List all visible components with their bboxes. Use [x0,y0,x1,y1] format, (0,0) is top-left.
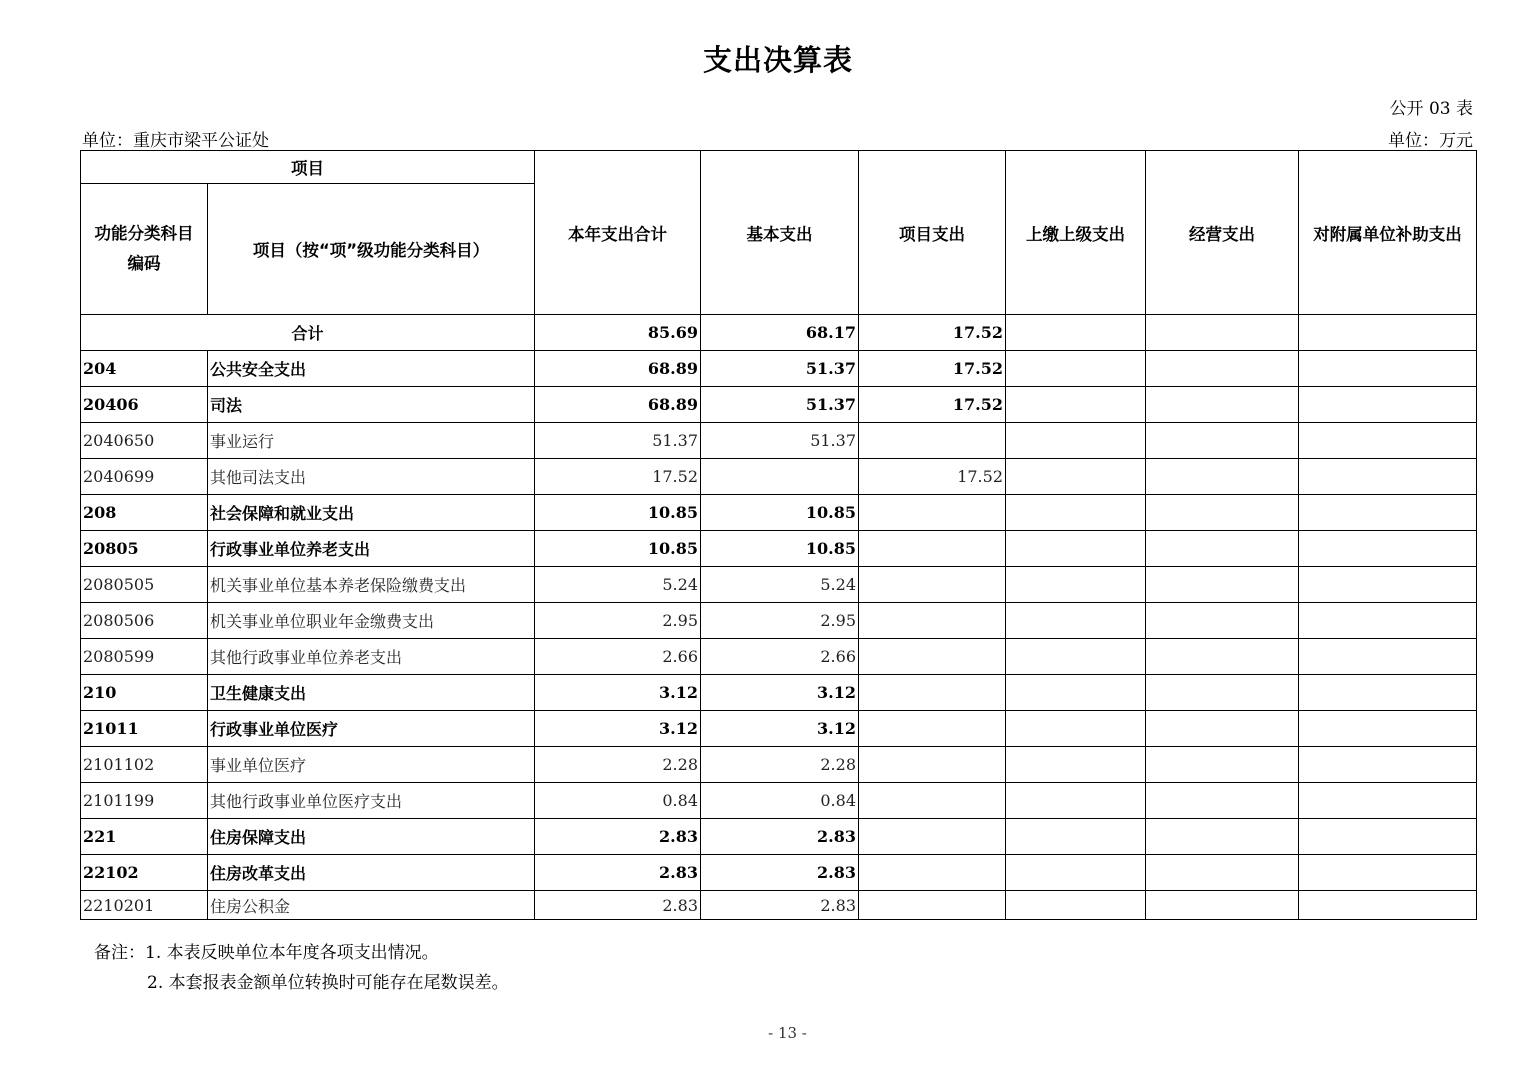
table-row [81,567,1477,603]
total-total: 85.69 [535,315,701,351]
row-project [859,639,1006,675]
row-basic: 0.84 [701,783,859,819]
row-name: 住房公积金 [208,891,535,920]
row-name: 司法 [208,387,535,423]
header-subsidy: 对附属单位补助支出 [1299,151,1477,315]
row-code: 2101102 [81,747,208,783]
row-subsidy [1299,783,1477,819]
total-subsidy [1299,315,1477,351]
row-basic: 2.95 [701,603,859,639]
row-subsidy [1299,603,1477,639]
table-row [81,711,1477,747]
row-total: 68.89 [535,387,701,423]
row-code: 21011 [81,711,208,747]
row-upper [1006,711,1146,747]
total-business [1146,315,1299,351]
row-upper [1006,459,1146,495]
row-project [859,603,1006,639]
row-name: 事业运行 [208,423,535,459]
row-business [1146,891,1299,920]
header-code: 功能分类科目 编码 [81,184,208,315]
row-business [1146,711,1299,747]
row-basic [701,459,859,495]
row-project [859,567,1006,603]
expenditure-table [80,150,1477,920]
table-row [81,387,1477,423]
page-title: 支出决算表 [702,43,853,77]
table-row [81,675,1477,711]
table-row [81,531,1477,567]
row-name: 行政事业单位医疗 [208,711,535,747]
row-subsidy [1299,639,1477,675]
row-name: 行政事业单位养老支出 [208,531,535,567]
row-business [1146,783,1299,819]
header-name: 项目（按“项”级功能分类科目） [208,184,535,315]
row-basic: 10.85 [701,531,859,567]
row-upper [1006,747,1146,783]
row-basic: 2.66 [701,639,859,675]
row-subsidy [1299,495,1477,531]
row-upper [1006,819,1146,855]
row-total: 2.95 [535,603,701,639]
table-body [81,315,1477,920]
row-project [859,423,1006,459]
header-basic: 基本支出 [701,151,859,315]
row-code: 208 [81,495,208,531]
row-total: 5.24 [535,567,701,603]
row-business [1146,387,1299,423]
total-upper [1006,315,1146,351]
row-total: 17.52 [535,459,701,495]
row-name: 其他司法支出 [208,459,535,495]
row-project [859,495,1006,531]
row-subsidy [1299,819,1477,855]
row-project: 17.52 [859,387,1006,423]
row-project [859,891,1006,920]
row-basic: 51.37 [701,351,859,387]
row-basic: 3.12 [701,711,859,747]
row-total: 0.84 [535,783,701,819]
row-code: 20406 [81,387,208,423]
table-header [81,151,1477,315]
total-project: 17.52 [859,315,1006,351]
row-business [1146,747,1299,783]
row-name: 公共安全支出 [208,351,535,387]
row-business [1146,855,1299,891]
row-business [1146,603,1299,639]
row-code: 204 [81,351,208,387]
row-business [1146,459,1299,495]
page-number: - 13 - [768,1024,807,1042]
row-code: 210 [81,675,208,711]
row-total: 2.83 [535,891,701,920]
row-upper [1006,855,1146,891]
row-business [1146,351,1299,387]
row-total: 10.85 [535,495,701,531]
row-total: 68.89 [535,351,701,387]
row-subsidy [1299,351,1477,387]
form-number: 公开 03 表 [1389,99,1473,119]
row-basic: 2.83 [701,891,859,920]
row-code: 2210201 [81,891,208,920]
row-subsidy [1299,675,1477,711]
total-row [81,315,1477,351]
row-subsidy [1299,711,1477,747]
row-upper [1006,783,1146,819]
row-name: 其他行政事业单位养老支出 [208,639,535,675]
row-subsidy [1299,567,1477,603]
row-project [859,531,1006,567]
row-project: 17.52 [859,459,1006,495]
row-basic: 5.24 [701,567,859,603]
row-basic: 10.85 [701,495,859,531]
row-basic: 2.28 [701,747,859,783]
row-name: 社会保障和就业支出 [208,495,535,531]
row-business [1146,639,1299,675]
row-total: 10.85 [535,531,701,567]
row-total: 3.12 [535,675,701,711]
row-project [859,675,1006,711]
header-business: 经营支出 [1146,151,1299,315]
row-upper [1006,567,1146,603]
row-business [1146,423,1299,459]
table-row [81,855,1477,891]
row-basic: 3.12 [701,675,859,711]
row-subsidy [1299,423,1477,459]
row-code: 20805 [81,531,208,567]
row-subsidy [1299,891,1477,920]
header-item: 项目 [81,151,535,184]
note-2: 2. 本套报表金额单位转换时可能存在尾数误差。 [147,973,509,993]
unit-currency: 单位：万元 [1388,131,1473,151]
row-total: 51.37 [535,423,701,459]
row-project [859,855,1006,891]
row-name: 其他行政事业单位医疗支出 [208,783,535,819]
table-row [81,891,1477,920]
table-row [81,783,1477,819]
table-row [81,819,1477,855]
row-total: 2.66 [535,639,701,675]
row-name: 住房改革支出 [208,855,535,891]
row-subsidy [1299,747,1477,783]
row-subsidy [1299,387,1477,423]
row-project [859,819,1006,855]
row-code: 2080599 [81,639,208,675]
notes [94,938,509,998]
row-upper [1006,675,1146,711]
header-project: 项目支出 [859,151,1006,315]
row-upper [1006,423,1146,459]
row-business [1146,567,1299,603]
row-subsidy [1299,531,1477,567]
row-name: 事业单位医疗 [208,747,535,783]
row-upper [1006,603,1146,639]
unit-organization: 单位：重庆市梁平公证处 [82,131,269,151]
row-project [859,711,1006,747]
row-name: 机关事业单位基本养老保险缴费支出 [208,567,535,603]
row-project [859,783,1006,819]
row-upper [1006,351,1146,387]
row-business [1146,531,1299,567]
table-row [81,639,1477,675]
table-row [81,495,1477,531]
table-row [81,747,1477,783]
row-code: 2040699 [81,459,208,495]
total-basic: 68.17 [701,315,859,351]
row-upper [1006,639,1146,675]
row-upper [1006,495,1146,531]
row-total: 3.12 [535,711,701,747]
row-name: 住房保障支出 [208,819,535,855]
row-code: 2101199 [81,783,208,819]
row-code: 2080505 [81,567,208,603]
table-row [81,423,1477,459]
row-basic: 2.83 [701,819,859,855]
row-name: 机关事业单位职业年金缴费支出 [208,603,535,639]
row-upper [1006,891,1146,920]
row-project [859,747,1006,783]
row-total: 2.83 [535,819,701,855]
row-business [1146,675,1299,711]
row-total: 2.28 [535,747,701,783]
row-subsidy [1299,855,1477,891]
row-code: 2080506 [81,603,208,639]
row-subsidy [1299,459,1477,495]
table-row [81,351,1477,387]
row-project: 17.52 [859,351,1006,387]
row-business [1146,495,1299,531]
row-name: 卫生健康支出 [208,675,535,711]
row-upper [1006,387,1146,423]
row-basic: 51.37 [701,387,859,423]
row-code: 2040650 [81,423,208,459]
row-code: 221 [81,819,208,855]
row-code: 22102 [81,855,208,891]
row-basic: 51.37 [701,423,859,459]
row-basic: 2.83 [701,855,859,891]
row-total: 2.83 [535,855,701,891]
row-business [1146,819,1299,855]
header-total: 本年支出合计 [535,151,701,315]
total-label: 合计 [81,315,535,351]
note-1: 备注：1. 本表反映单位本年度各项支出情况。 [94,943,439,963]
table-row [81,603,1477,639]
row-upper [1006,531,1146,567]
header-upper: 上缴上级支出 [1006,151,1146,315]
table-row [81,459,1477,495]
